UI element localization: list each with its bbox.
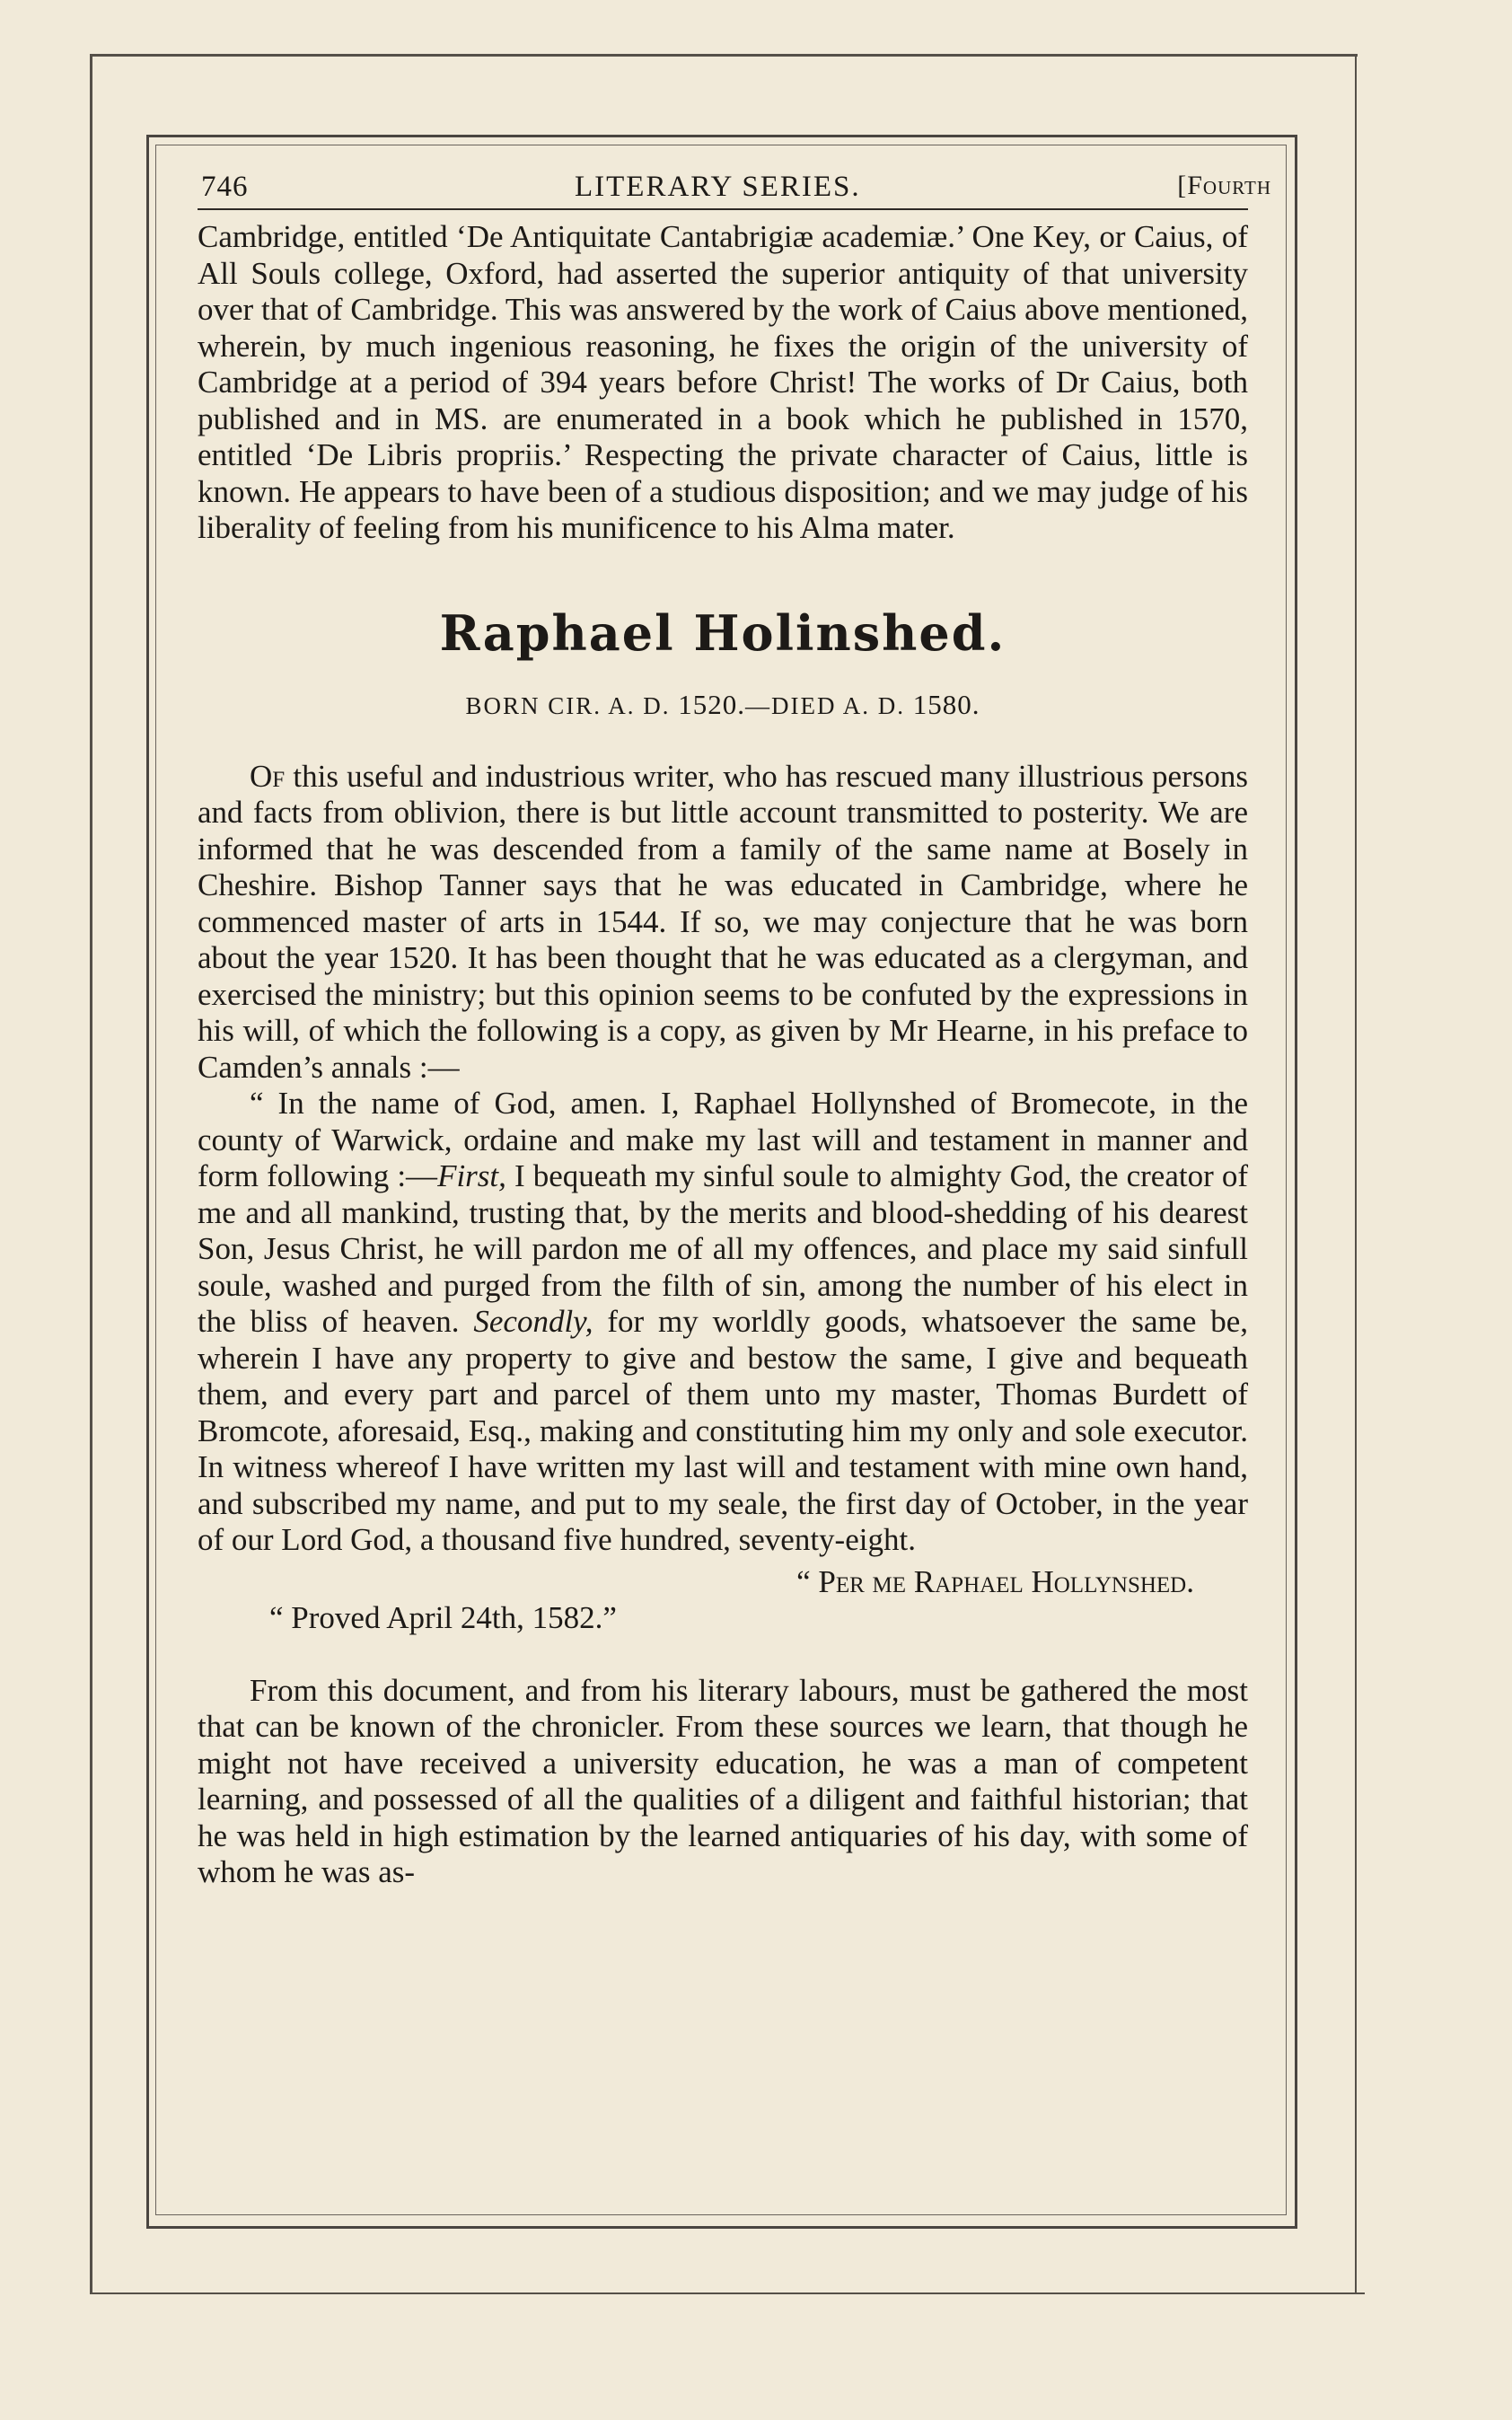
running-title: LITERARY SERIES. bbox=[575, 171, 861, 203]
paragraph-will bbox=[198, 1086, 1248, 1559]
will-text-a: “ In the name of God, amen. I, Raphael Hollynshed of Bromecote, in the county of Warwick, ordaine and make my last will and testament in manner and form following :— bbox=[198, 1086, 1248, 1193]
top-edge-rule bbox=[90, 54, 1358, 57]
will-secondly: Secondly, bbox=[473, 1304, 593, 1339]
born-year: 1520. bbox=[678, 688, 746, 720]
died-label: DIED A. D. bbox=[771, 691, 906, 719]
paragraph-intro bbox=[198, 759, 1248, 1087]
section-title: Raphael Holinshed. bbox=[439, 603, 1007, 662]
header-rule bbox=[198, 208, 1248, 210]
will-text-c: for my worldly goods, whatsoever the same be, wherein I have any property to give and bestow the same, I give and bequeath them, and every part and parcel of them unto my master, Thomas Burdett of Bromcote, aforesaid, Esq., making and constituting him my only and sole executor. In witness whereof I have written my last will and testament with mine own hand, and subscribed my name, and put to my seale, the first day of October, in the year of our Lord God, a thousand five hundred, seventy-eight. bbox=[198, 1304, 1248, 1557]
will-first: First, bbox=[437, 1158, 506, 1193]
will-signature: “ Per me Raphael Hollynshed. bbox=[796, 1563, 1194, 1599]
proved-date: “ Proved April 24th, 1582.” bbox=[269, 1600, 617, 1635]
dropcap-word: Of bbox=[250, 758, 286, 794]
paragraph-conclusion: From this document, and from his literary labours, must be gathered the most that can be known of the chronicler. From these sources we learn, that though he might not have received a university education, he was a man of competent learning, and possessed of all the qualities of a diligent and faithful historian; that he was held in high estimation by the learned antiquaries of his day, with some of whom he was as- bbox=[198, 1672, 1248, 1889]
paragraph-caius: Cambridge, entitled ‘De Antiquitate Cantabrigiæ academiæ.’ One Key, or Caius, of All Souls college, Oxford, had asserted the superior antiquity of that university over that of Cambridge. This was answered by the work of Caius above mentioned, wherein, by much ingenious reasoning, he fixes the origin of the university of Cambridge at a period of 394 years before Christ! The works of Dr Caius, both published and in MS. are enumerated in a book which he published in 1570, entitled ‘De Libris propriis.’ Respecting the private character of Caius, little is known. He appears to have been of a studious disposition; and we may judge of his liberality of feeling from his munificence to his Alma mater. bbox=[198, 219, 1248, 545]
right-edge-rule bbox=[1355, 54, 1357, 2294]
dates-separator: — bbox=[745, 691, 772, 719]
intro-text: this useful and industrious writer, who has rescued many illustrious persons and facts from oblivion, there is but little account transmitted to posterity. We are informed that he was descended from a family of the same name at Bosely in Cheshire. Bishop Tanner says that he was educated in Cambridge, where he commenced master of arts in 1544. If so, we may conjecture that he was born about the year 1520. It has been thought that he was educated as a clergyman, and exercised the ministry; but this opinion seems to be confuted by the expressions in his will, of which the following is a copy, as given by Mr Hearne, in his preface to Camden’s annals :— bbox=[198, 758, 1248, 1085]
bottom-edge-rule bbox=[90, 2292, 1365, 2294]
page-content bbox=[198, 162, 1271, 1891]
running-header bbox=[198, 162, 1271, 208]
section-marker: [Fourth bbox=[1177, 171, 1271, 200]
born-label: BORN CIR. A. D. bbox=[465, 691, 671, 719]
will-text-b: I bequeath my sinful soule to almighty God, the creator of me and all mankind, trusting that, by the merits and blood-shedding of his dearest Son, Jesus Christ, he will pardon me of all my offences, and place my said sinfull soule, washed and purged from the filth of sin, among the number of his elect in the bliss of heaven. bbox=[198, 1158, 1248, 1339]
birth-death-dates bbox=[198, 689, 1248, 721]
died-year: 1580. bbox=[912, 688, 980, 720]
left-edge-rule bbox=[90, 54, 92, 2294]
page-number: 746 bbox=[201, 171, 249, 203]
